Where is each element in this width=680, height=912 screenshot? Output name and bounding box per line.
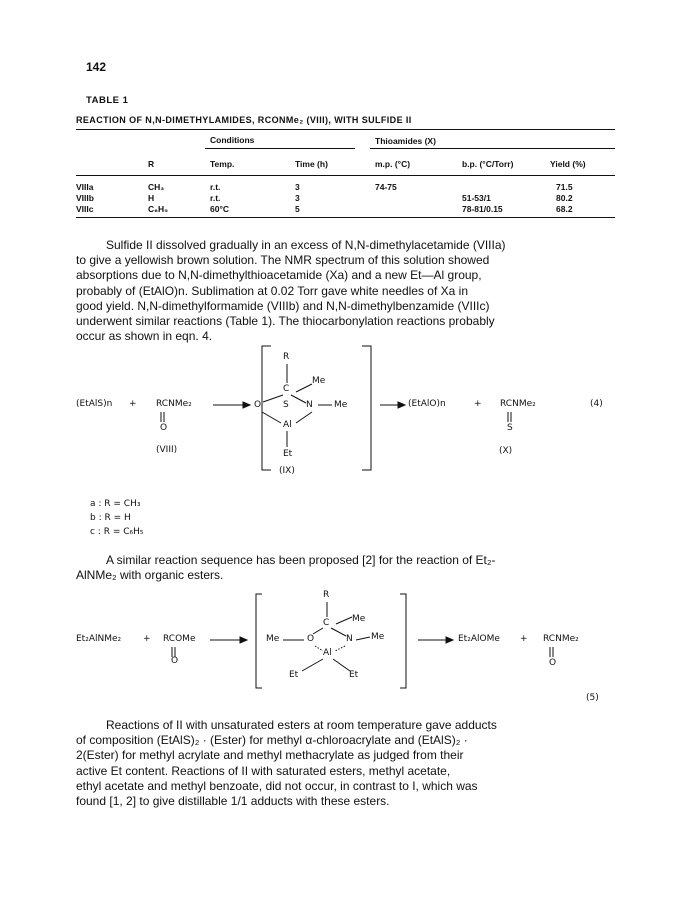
text-line: underwent similar reactions (Table 1). The thiocarbonylation reactions probably [76, 314, 495, 329]
eq4-oxygen: O [160, 423, 168, 433]
text-line: of composition (EtAlS)₂ · (Ester) for methyl α-chloroacrylate and (EtAlS)₂ · [76, 733, 468, 748]
eq5-product2: RCNMe₂ [543, 634, 579, 644]
text-line: found [1, 2] to give distillable 1/1 adducts with these esters. [76, 794, 390, 809]
text-line: good yield. N,N-dimethylformamide (VIIIb) and N,N-dimethylbenzamide (VIIIc) [76, 298, 490, 313]
eq4-label-x: (X) [499, 446, 513, 456]
table-label: TABLE 1 [86, 95, 129, 106]
eq4-reactant2: RCNMe₂ [156, 399, 192, 409]
eq4-int-me-right: Me [334, 400, 348, 410]
eq5-oxygen2: O [549, 658, 557, 668]
col-header-r: R [148, 159, 155, 169]
eq5-int-r: R [323, 590, 330, 600]
eq4-int-et: Et [283, 449, 293, 459]
row-time: 3 [295, 193, 300, 203]
table-group-thioamides: Thioamides (X) [375, 136, 436, 146]
row-temp: 60°C [210, 204, 229, 214]
eq5-product1: Et₂AlOMe [458, 634, 500, 644]
eq4-int-o: O [254, 400, 262, 410]
eq4-int-al: Al [283, 420, 292, 430]
substituent-item: a : R = CH₃ [90, 499, 141, 509]
col-header-bp: b.p. (°C/Torr) [462, 159, 514, 169]
eq4-product1: (EtAlO)n [408, 399, 446, 409]
text-line: to give a yellowish brown solution. The NMR spectrum of this solution showed [76, 253, 490, 268]
eq4-number: (4) [590, 399, 603, 409]
row-r: H [148, 193, 155, 203]
eq5-int-c: C [323, 618, 330, 628]
row-id: VIIIc [76, 204, 94, 214]
row-id: VIIIa [76, 182, 94, 192]
eq5-oxygen: O [171, 656, 179, 666]
text-line: 2(Ester) for methyl acrylate and methyl methacrylate as judged from their [76, 748, 464, 763]
eq4-plus2: + [474, 399, 482, 409]
row-yield: 71.5 [556, 182, 573, 192]
eq5-reactant1: Et₂AlNMe₂ [76, 634, 122, 644]
row-r: C₆H₅ [148, 204, 169, 214]
eq5-int-me-right: Me [371, 632, 385, 642]
eq4-sulfur: S [507, 423, 513, 433]
table-group-conditions: Conditions [210, 135, 255, 145]
table-caption: REACTION OF N,N-DIMETHYLAMIDES, RCONMe₂ (VIII), WITH SULFIDE II [76, 115, 412, 125]
eq4-plus: + [129, 399, 137, 409]
row-bp: 51-53/1 [462, 193, 491, 203]
eq5-int-et-right: Et [349, 670, 359, 680]
text-line: ethyl acetate and methyl benzoate, did not occur, in contrast to I, which was [76, 778, 478, 793]
col-header-yield: Yield (%) [550, 159, 586, 169]
eq4-label-ix: (IX) [279, 466, 295, 476]
paragraph-3 [76, 718, 497, 809]
eq4-int-me-top: Me [312, 376, 326, 386]
row-bp: 78-81/0.15 [462, 204, 503, 214]
eq5-plus2: + [520, 634, 528, 644]
text-line: A similar reaction sequence has been proposed [2] for the reaction of Et₂- [106, 553, 496, 567]
eq5-int-et-left: Et [289, 670, 299, 680]
substituent-item: b : R = H [90, 513, 131, 523]
text-line: absorptions due to N,N-dimethylthioacetamide (Xa) and a new Et—Al group, [76, 268, 482, 283]
eq4-reactant1: (EtAlS)n [76, 399, 113, 409]
row-time: 5 [295, 204, 300, 214]
eq4-label-viii: (VIII) [156, 445, 178, 455]
col-header-mp: m.p. (°C) [375, 159, 411, 169]
row-yield: 68.2 [556, 204, 573, 214]
text-line: Sulfide II dissolved gradually in an excess of N,N-dimethylacetamide (VIIIa) [106, 238, 506, 252]
text-line: AlNMe₂ with organic esters. [76, 568, 224, 583]
eq4-int-n: N [306, 400, 313, 410]
text-line: probably of (EtAlO)n. Sublimation at 0.02 Torr gave white needles of Xa in [76, 283, 468, 298]
page-number: 142 [86, 60, 107, 74]
substituent-item: c : R = C₆H₅ [90, 527, 144, 537]
eq4-int-s: S [283, 400, 289, 410]
row-mp: 74-75 [375, 182, 397, 192]
eq5-int-n: N [346, 634, 353, 644]
eq5-reactant2: RCOMe [163, 634, 196, 644]
row-temp: r.t. [210, 193, 221, 203]
row-id: VIIIb [76, 193, 94, 203]
col-header-time: Time (h) [295, 159, 328, 169]
eq5-int-al: Al [323, 648, 332, 658]
eq4-int-c: C [283, 384, 290, 394]
text-line: Reactions of II with unsaturated esters at room temperature gave adducts [106, 718, 497, 732]
text-line: occur as shown in eqn. 4. [76, 329, 213, 344]
eq5-int-me-left: Me [266, 634, 280, 644]
eq5-number: (5) [586, 693, 599, 703]
eq4-int-r: R [283, 352, 290, 362]
row-time: 3 [295, 182, 300, 192]
row-temp: r.t. [210, 182, 221, 192]
eq5-int-me-top: Me [352, 614, 366, 624]
eq5-int-o: O [307, 634, 315, 644]
row-r: CH₃ [148, 182, 165, 192]
eq5-plus: + [143, 634, 151, 644]
eq4-product2: RCNMe₂ [500, 399, 536, 409]
text-line: active Et content. Reactions of II with saturated esters, methyl acetate, [76, 763, 451, 778]
col-header-temp: Temp. [210, 159, 235, 169]
row-yield: 80.2 [556, 193, 573, 203]
